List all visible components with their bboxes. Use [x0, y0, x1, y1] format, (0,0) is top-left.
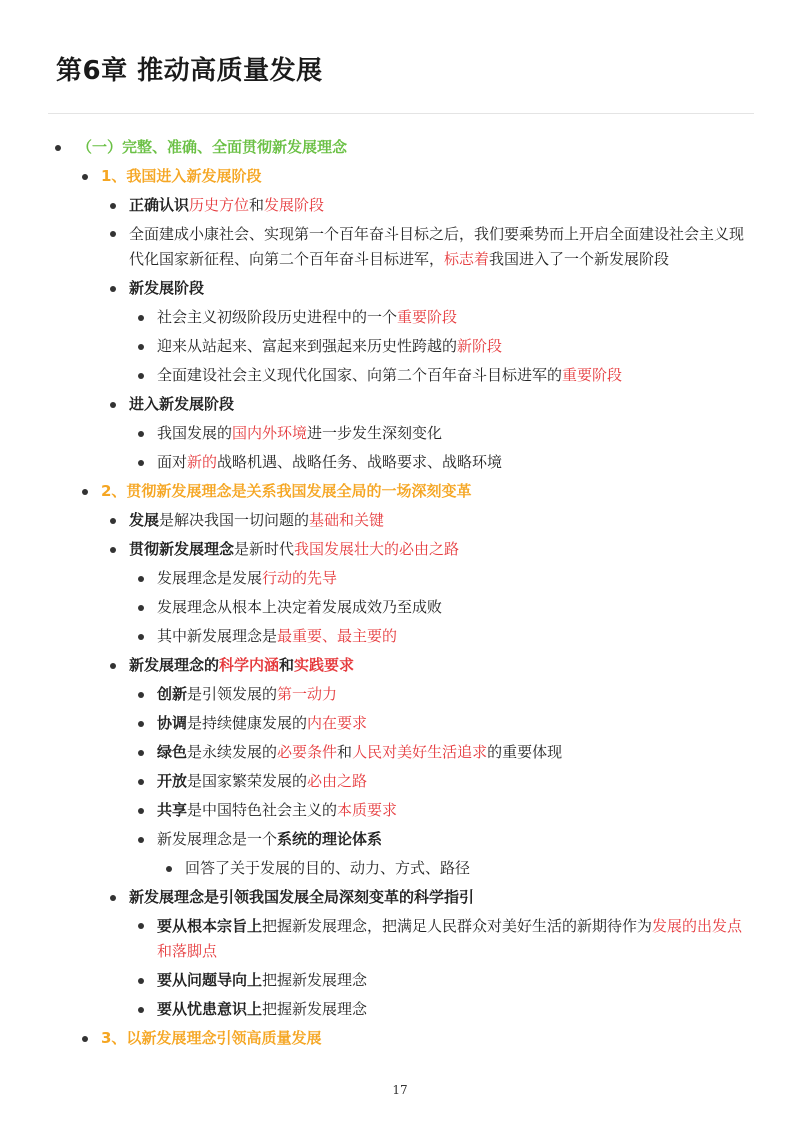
highlight-text: 新的 — [187, 453, 218, 471]
page-number: 17 — [392, 1083, 408, 1097]
bullet-icon — [138, 634, 144, 640]
outline-text: 进入新发展阶段 — [129, 395, 235, 413]
bullet-icon — [82, 174, 88, 180]
outline-item — [0, 390, 800, 419]
bullet-icon — [138, 923, 144, 929]
outline-text: 新发展理念是一个 — [157, 830, 278, 848]
outline-item — [0, 796, 800, 825]
outline-item — [0, 912, 800, 966]
outline-item — [0, 825, 800, 854]
bullet-icon — [138, 460, 144, 466]
outline-text: 共享 — [157, 801, 188, 819]
outline-text: 和 — [279, 656, 295, 674]
outline-text: 是永续发展的 — [187, 743, 278, 761]
page-title: 第6章 推动高质量发展 — [56, 56, 323, 86]
outline-text: 社会主义初级阶段历史进程中的一个 — [157, 308, 398, 326]
bullet-icon — [82, 489, 88, 495]
highlight-text: 国内外环境 — [232, 424, 308, 442]
outline-text: 全面建成小康社会、实现第一个百年奋斗目标之后，我们要乘势而上开启全面建设社会主义现代化国家新征程、向第二个百年奋斗目标进军， — [129, 225, 745, 268]
outline-text: 要从根本宗旨上 — [157, 917, 263, 935]
outline-text: 新发展理念的 — [129, 656, 220, 674]
highlight-text: 实践要求 — [294, 656, 355, 674]
outline-text: 全面建设社会主义现代化国家、向第二个百年奋斗目标进军的 — [157, 366, 563, 384]
highlight-text: 本质要求 — [337, 801, 398, 819]
highlight-text: 第一动力 — [277, 685, 338, 703]
outline-text: 我国进入了一个新发展阶段 — [489, 250, 670, 268]
outline-text: 1、我国进入新发展阶段 — [101, 167, 262, 185]
highlight-text: 内在要求 — [307, 714, 368, 732]
outline-text: 进一步发生深刻变化 — [307, 424, 443, 442]
bullet-icon — [138, 978, 144, 984]
outline-item — [0, 1024, 800, 1053]
outline-item — [0, 361, 800, 390]
bullet-icon — [110, 895, 116, 901]
bullet-icon — [138, 605, 144, 611]
outline-item — [0, 419, 800, 448]
outline-item — [0, 680, 800, 709]
outline-text: 其中新发展理念是 — [157, 627, 278, 645]
outline-text: 回答了关于发展的目的、动力、方式、路径 — [185, 859, 471, 877]
bullet-icon — [82, 1036, 88, 1042]
outline-text: 发展理念是发展 — [157, 569, 263, 587]
outline-item — [0, 506, 800, 535]
bullet-icon — [110, 402, 116, 408]
title-divider — [48, 113, 754, 114]
bullet-icon — [110, 547, 116, 553]
outline-text: 和 — [249, 196, 265, 214]
highlight-text: 必由之路 — [307, 772, 368, 790]
outline-item — [0, 448, 800, 477]
outline-text: 贯彻新发展理念 — [129, 540, 235, 558]
bullet-icon — [166, 866, 172, 872]
bullet-icon — [110, 286, 116, 292]
outline-item — [0, 966, 800, 995]
bullet-icon — [138, 344, 144, 350]
outline-text: 是中国特色社会主义的 — [187, 801, 338, 819]
outline-text: 面对 — [157, 453, 188, 471]
outline-text: 是持续健康发展的 — [187, 714, 308, 732]
outline-item — [0, 477, 800, 506]
outline-text: 3、以新发展理念引领高质量发展 — [101, 1029, 322, 1047]
highlight-text: 重要阶段 — [562, 366, 623, 384]
highlight-text: 标志着 — [444, 250, 490, 268]
outline-list — [0, 133, 800, 1053]
outline-text: 发展 — [129, 511, 160, 529]
outline-text: 绿色 — [157, 743, 188, 761]
bullet-icon — [55, 145, 61, 151]
outline-item — [0, 593, 800, 622]
outline-item — [0, 220, 800, 274]
outline-text: 要从问题导向上 — [157, 971, 263, 989]
outline-item — [0, 651, 800, 680]
outline-text: 协调 — [157, 714, 188, 732]
bullet-icon — [138, 315, 144, 321]
outline-text: 创新 — [157, 685, 188, 703]
outline-text: 是解决我国一切问题的 — [159, 511, 310, 529]
bullet-icon — [138, 837, 144, 843]
outline-item — [0, 332, 800, 361]
highlight-text: 发展阶段 — [264, 196, 325, 214]
outline-item — [0, 709, 800, 738]
outline-text: 迎来从站起来、富起来到强起来历史性跨越的 — [157, 337, 458, 355]
outline-text: 把握新发展理念 — [262, 1000, 368, 1018]
outline-text: 正确认识 — [129, 196, 190, 214]
outline-text: 是新时代 — [234, 540, 295, 558]
outline-text: （一）完整、准确、全面贯彻新发展理念 — [77, 138, 348, 156]
highlight-text: 最重要、最主要的 — [277, 627, 398, 645]
outline-item — [0, 535, 800, 564]
bullet-icon — [138, 779, 144, 785]
bullet-icon — [110, 203, 116, 209]
highlight-text: 必要条件 — [277, 743, 338, 761]
bullet-icon — [138, 808, 144, 814]
outline-item — [0, 622, 800, 651]
outline-item — [0, 995, 800, 1024]
outline-item — [0, 564, 800, 593]
outline-text: 和 — [337, 743, 353, 761]
outline-text: 发展理念从根本上决定着发展成效乃至成败 — [157, 598, 443, 616]
outline-item — [0, 274, 800, 303]
highlight-text: 人民对美好生活追求 — [352, 743, 488, 761]
bullet-icon — [138, 692, 144, 698]
outline-item — [0, 303, 800, 332]
outline-item — [0, 738, 800, 767]
bullet-icon — [138, 576, 144, 582]
bullet-icon — [110, 518, 116, 524]
outline-text: 的重要体现 — [487, 743, 563, 761]
bullet-icon — [138, 1007, 144, 1013]
outline-text: 新发展理念是引领我国发展全局深刻变革的科学指引 — [129, 888, 475, 906]
outline-text: 把握新发展理念，把满足人民群众对美好生活的新期待作为 — [262, 917, 653, 935]
highlight-text: 新阶段 — [457, 337, 503, 355]
highlight-text: 发展的出发点和落脚点 — [157, 917, 743, 960]
highlight-text: 我国发展壮大的必由之路 — [294, 540, 460, 558]
bullet-icon — [138, 431, 144, 437]
outline-item — [0, 854, 800, 883]
bullet-icon — [110, 231, 116, 237]
highlight-text: 基础和关键 — [309, 511, 385, 529]
highlight-text: 科学内涵 — [219, 656, 280, 674]
highlight-text: 历史方位 — [189, 196, 250, 214]
outline-text: 把握新发展理念 — [262, 971, 368, 989]
outline-text: 要从忧患意识上 — [157, 1000, 263, 1018]
outline-text: 是引领发展的 — [187, 685, 278, 703]
bullet-icon — [138, 750, 144, 756]
bullet-icon — [138, 373, 144, 379]
outline-item — [0, 191, 800, 220]
outline-text: 开放 — [157, 772, 188, 790]
outline-text: 我国发展的 — [157, 424, 233, 442]
outline-text: 是国家繁荣发展的 — [187, 772, 308, 790]
outline-text: 战略机遇、战略任务、战略要求、战略环境 — [217, 453, 503, 471]
outline-text: 2、贯彻新发展理念是关系我国发展全局的一场深刻变革 — [101, 482, 472, 500]
outline-item — [0, 133, 800, 162]
bullet-icon — [110, 663, 116, 669]
outline-item — [0, 162, 800, 191]
outline-item — [0, 767, 800, 796]
highlight-text: 行动的先导 — [262, 569, 338, 587]
outline-text: 系统的理论体系 — [277, 830, 383, 848]
outline-item — [0, 883, 800, 912]
outline-text: 新发展阶段 — [129, 279, 205, 297]
highlight-text: 重要阶段 — [397, 308, 458, 326]
bullet-icon — [138, 721, 144, 727]
